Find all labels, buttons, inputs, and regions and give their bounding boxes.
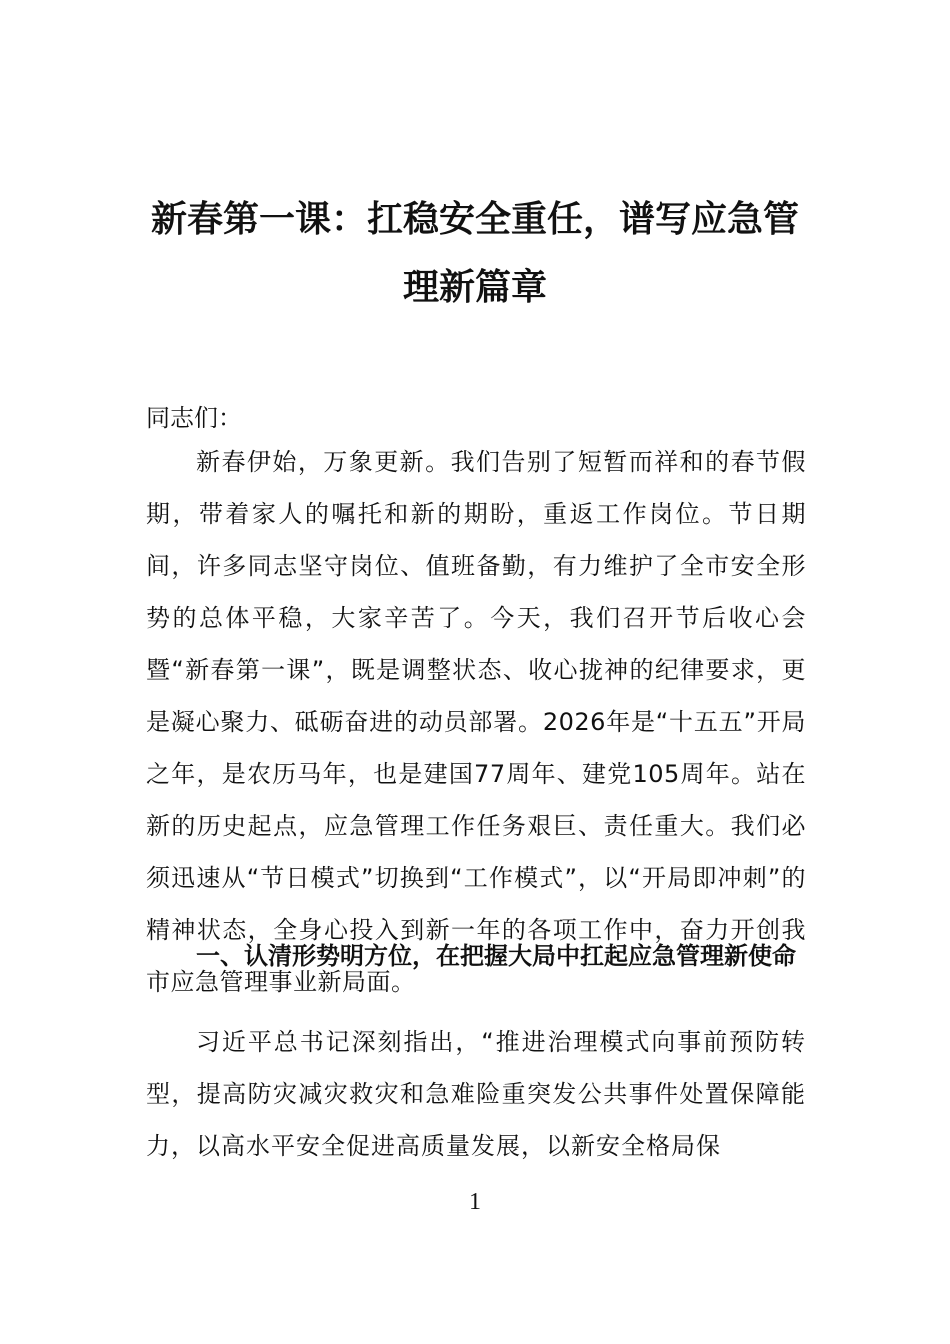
document-title-line-2: 理新篇章 xyxy=(402,266,547,308)
page-number: 1 xyxy=(469,1189,481,1215)
salutation: 同志们： xyxy=(146,404,242,432)
paragraph-intro: 新春伊始，万象更新。我们告别了短暂而祥和的春节假期，带着家人的嘱托和新的期盼，重返工作岗位。节日期间，许多同志坚守岗位、值班备勤，有力维护了全市安全形势的总体平稳，大家辛苦了。今天，我们召开节后收心会暨“新春第一课”，既是调整状态、收心拢神的纪律要求，更是凝心聚力、砥砺奋进的动员部署。2026年是“十五五”开局之年，是农历马年，也是建国77周年、建党105周年。站在新的历史起点，应急管理工作任务艰巨、责任重大。我们必须迅速从“节日模式”切换到“工作模式”，以“开局即冲刺”的精神状态，全身心投入到新一年的各项工作中，奋力开创我市应急管理事业新局面。 xyxy=(146,448,806,996)
paragraph-section-1: 习近平总书记深刻指出，“推进治理模式向事前预防转型，提高防灾减灾救灾和急难险重突发公共事件处置保障能力，以高水平安全促进高质量发展，以新安全格局保 xyxy=(146,1028,806,1160)
document-title-line-1: 新春第一课：扛稳安全重任，谱写应急管 xyxy=(150,198,799,240)
section-heading-1: 一、认清形势明方位，在把握大局中扛起应急管理新使命 xyxy=(196,942,796,970)
